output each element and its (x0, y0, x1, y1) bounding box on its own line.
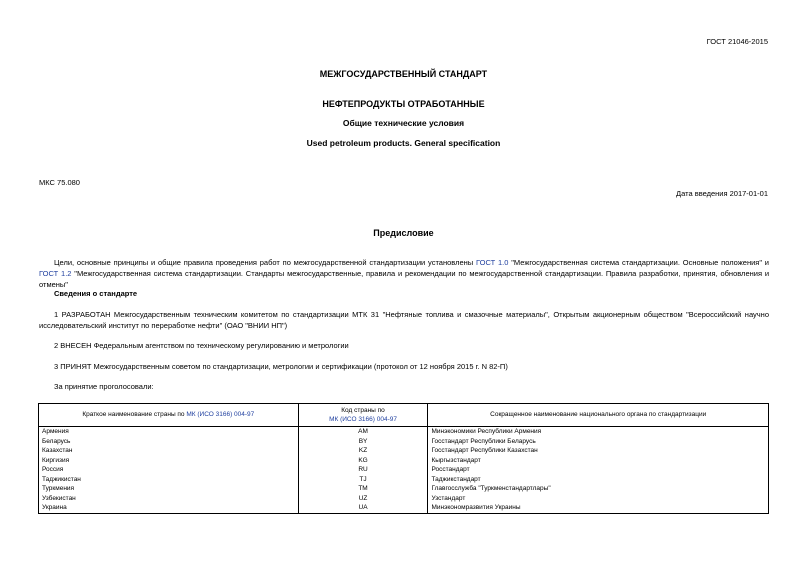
country-cell: Россия (39, 465, 299, 475)
table-row (39, 456, 769, 466)
gost-1-2-link[interactable]: ГОСТ 1.2 (39, 269, 72, 278)
body-cell: Главгосслужба "Туркменстандартлары" (428, 484, 769, 494)
code-cell: RU (298, 465, 428, 475)
mk-iso-link[interactable]: МК (ИСО 3166) 004-97 (186, 411, 255, 419)
intro-date: Дата введения 2017-01-01 (676, 189, 768, 198)
table-row (39, 446, 769, 456)
code-cell: KG (298, 456, 428, 466)
item-developed: 1 РАЗРАБОТАН Межгосударственным техническим комитетом по стандартизации МТК 31 "Нефтяные топлива и смазочные материалы", Открытым акционерным обществом "Всероссийский научно исследовательский институт по переработке нефти" (ОАО "ВНИИ НП") (39, 310, 769, 330)
countries-table (38, 403, 769, 514)
body-cell: Росстандарт (428, 465, 769, 475)
table-row (39, 437, 769, 447)
body-cell: Госстандарт Республики Казахстан (428, 446, 769, 456)
preface-text-2: "Межгосударственная система стандартизации. Основные положения" и (508, 258, 770, 267)
item-submitted: 2 ВНЕСЕН Федеральным агентством по техническому регулированию и метрологии (54, 341, 349, 350)
document-title-english: Used petroleum products. General specification (306, 138, 501, 148)
code-cell: TM (298, 484, 428, 494)
preface-heading: Предисловие (373, 228, 434, 238)
body-cell: Таджикстандарт (428, 475, 769, 485)
country-code-header (298, 404, 428, 427)
document-title: НЕФТЕПРОДУКТЫ ОТРАБОТАННЫЕ (322, 99, 485, 109)
country-cell: Армения (39, 427, 299, 437)
voted-label: За принятие проголосовали: (54, 382, 154, 391)
table-row (39, 503, 769, 513)
country-cell: Казахстан (39, 446, 299, 456)
country-cell: Туркмения (39, 484, 299, 494)
standard-type-title: МЕЖГОСУДАРСТВЕННЫЙ СТАНДАРТ (319, 69, 488, 79)
code-cell: UZ (298, 494, 428, 504)
country-name-header-text: Краткое наименование страны по (82, 411, 187, 419)
table-row (39, 475, 769, 485)
country-cell: Украина (39, 503, 299, 513)
code-cell: UA (298, 503, 428, 513)
document-subtitle: Общие технические условия (342, 118, 465, 128)
item-adopted: 3 ПРИНЯТ Межгосударственным советом по стандартизации, метрологии и сертификации (протокол от 12 ноября 2015 г. N 82-П) (54, 362, 508, 371)
preface-paragraph (39, 257, 769, 290)
standards-body-header: Сокращенное наименование национального органа по стандартизации (428, 404, 769, 427)
table-header-row (39, 404, 769, 427)
table-row (39, 484, 769, 494)
country-name-header (39, 404, 299, 427)
preface-text-1: Цели, основные принципы и общие правила проведения работ по межгосударственной стандартизации установлены (54, 258, 476, 267)
country-code-header-text: Код страны по (341, 406, 385, 414)
gost-1-0-link[interactable]: ГОСТ 1.0 (475, 258, 509, 267)
country-cell: Узбекистан (39, 494, 299, 504)
country-cell: Таджикистан (39, 475, 299, 485)
code-cell: KZ (298, 446, 428, 456)
mks-code: МКС 75.080 (39, 178, 80, 187)
body-cell: Минэкономики Республики Армения (428, 427, 769, 437)
mk-iso-code-link[interactable]: МК (ИСО 3166) 004-97 (329, 416, 397, 423)
standard-info-heading: Сведения о стандарте (54, 289, 138, 298)
code-cell: BY (298, 437, 428, 447)
preface-text-3: "Межгосударственная система стандартизации. Стандарты межгосударственные, правила и рекомендации по межгосударственной стандартизации. Правила разработки, принятия, обновления и отмены" (39, 269, 770, 289)
body-cell: Госстандарт Республики Беларусь (428, 437, 769, 447)
country-cell: Беларусь (39, 437, 299, 447)
body-cell: Кыргызстандарт (428, 456, 769, 466)
table-row (39, 465, 769, 475)
code-cell: TJ (298, 475, 428, 485)
code-cell: AM (298, 427, 428, 437)
country-cell: Киргизия (39, 456, 299, 466)
body-cell: Минэкономразвития Украины (428, 503, 769, 513)
body-cell: Узстандарт (428, 494, 769, 504)
document-code: ГОСТ 21046-2015 (706, 37, 768, 46)
table-row (39, 494, 769, 504)
table-row (39, 427, 769, 437)
